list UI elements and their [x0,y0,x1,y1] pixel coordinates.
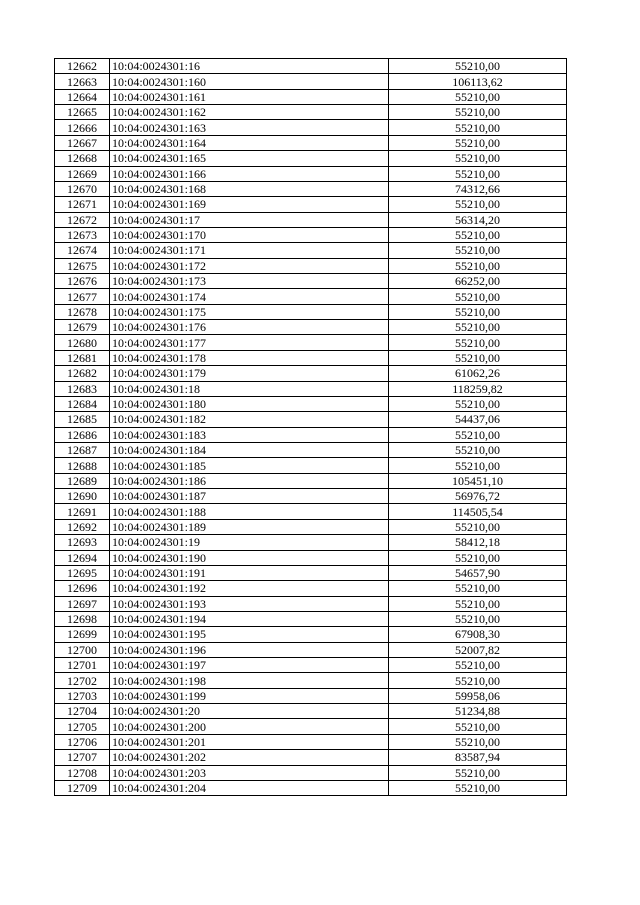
row-number-cell: 12663 [55,74,110,89]
table-row [55,381,567,396]
table-row [55,642,567,657]
row-number-cell: 12666 [55,120,110,135]
cadastral-value-cell: 106113,62 [389,74,567,89]
cadastral-number-cell: 10:04:0024301:164 [110,135,389,150]
cadastral-value-cell: 55210,00 [389,519,567,534]
cadastral-number-cell: 10:04:0024301:198 [110,673,389,688]
row-number-cell: 12695 [55,565,110,580]
cadastral-number-cell: 10:04:0024301:165 [110,151,389,166]
cadastral-number-cell: 10:04:0024301:173 [110,274,389,289]
cadastral-value-cell: 56976,72 [389,489,567,504]
cadastral-value-cell: 54437,06 [389,412,567,427]
table-row [55,473,567,488]
row-number-cell: 12686 [55,427,110,442]
table-row [55,289,567,304]
table-row [55,350,567,365]
cadastral-value-cell: 55210,00 [389,243,567,258]
row-number-cell: 12676 [55,274,110,289]
cadastral-number-cell: 10:04:0024301:172 [110,258,389,273]
cadastral-value-cell: 55210,00 [389,166,567,181]
table-row [55,504,567,519]
cadastral-value-cell: 55210,00 [389,197,567,212]
table-row [55,335,567,350]
cadastral-value-cell: 55210,00 [389,396,567,411]
cadastral-value-cell: 114505,54 [389,504,567,519]
row-number-cell: 12670 [55,181,110,196]
table-row [55,243,567,258]
cadastral-number-cell: 10:04:0024301:197 [110,658,389,673]
row-number-cell: 12694 [55,550,110,565]
cadastral-value-cell: 55210,00 [389,120,567,135]
cadastral-number-cell: 10:04:0024301:177 [110,335,389,350]
cadastral-number-cell: 10:04:0024301:192 [110,581,389,596]
cadastral-number-cell: 10:04:0024301:171 [110,243,389,258]
cadastral-value-table [54,58,567,796]
cadastral-value-cell: 83587,94 [389,750,567,765]
cadastral-value-cell: 55210,00 [389,335,567,350]
cadastral-number-cell: 10:04:0024301:196 [110,642,389,657]
cadastral-value-cell: 55210,00 [389,59,567,74]
row-number-cell: 12672 [55,212,110,227]
row-number-cell: 12687 [55,442,110,457]
cadastral-value-cell: 55210,00 [389,780,567,795]
cadastral-number-cell: 10:04:0024301:184 [110,442,389,457]
row-number-cell: 12683 [55,381,110,396]
cadastral-value-cell: 55210,00 [389,611,567,626]
table-row [55,227,567,242]
row-number-cell: 12665 [55,105,110,120]
table-row [55,535,567,550]
table-body [55,59,567,796]
row-number-cell: 12689 [55,473,110,488]
table-row [55,105,567,120]
table-row [55,719,567,734]
cadastral-number-cell: 10:04:0024301:190 [110,550,389,565]
row-number-cell: 12678 [55,304,110,319]
row-number-cell: 12679 [55,320,110,335]
table-row [55,519,567,534]
table-row [55,704,567,719]
row-number-cell: 12673 [55,227,110,242]
table-row [55,688,567,703]
row-number-cell: 12708 [55,765,110,780]
table-row [55,489,567,504]
cadastral-value-cell: 55210,00 [389,734,567,749]
row-number-cell: 12691 [55,504,110,519]
cadastral-value-cell: 56314,20 [389,212,567,227]
cadastral-number-cell: 10:04:0024301:199 [110,688,389,703]
cadastral-value-cell: 55210,00 [389,350,567,365]
cadastral-value-cell: 52007,82 [389,642,567,657]
cadastral-number-cell: 10:04:0024301:163 [110,120,389,135]
row-number-cell: 12688 [55,458,110,473]
cadastral-number-cell: 10:04:0024301:162 [110,105,389,120]
table-row [55,565,567,580]
table-row [55,427,567,442]
table-row [55,611,567,626]
table-row [55,780,567,795]
cadastral-number-cell: 10:04:0024301:201 [110,734,389,749]
row-number-cell: 12702 [55,673,110,688]
row-number-cell: 12662 [55,59,110,74]
row-number-cell: 12704 [55,704,110,719]
cadastral-number-cell: 10:04:0024301:200 [110,719,389,734]
cadastral-number-cell: 10:04:0024301:183 [110,427,389,442]
table-row [55,59,567,74]
table-row [55,765,567,780]
row-number-cell: 12706 [55,734,110,749]
table-row [55,181,567,196]
table-row [55,151,567,166]
table-row [55,627,567,642]
row-number-cell: 12674 [55,243,110,258]
cadastral-number-cell: 10:04:0024301:203 [110,765,389,780]
cadastral-value-cell: 61062,26 [389,366,567,381]
table-row [55,442,567,457]
cadastral-value-cell: 118259,82 [389,381,567,396]
cadastral-number-cell: 10:04:0024301:20 [110,704,389,719]
row-number-cell: 12697 [55,596,110,611]
row-number-cell: 12684 [55,396,110,411]
cadastral-number-cell: 10:04:0024301:179 [110,366,389,381]
cadastral-number-cell: 10:04:0024301:191 [110,565,389,580]
cadastral-value-cell: 55210,00 [389,151,567,166]
cadastral-number-cell: 10:04:0024301:16 [110,59,389,74]
cadastral-value-cell: 58412,18 [389,535,567,550]
table-row [55,212,567,227]
row-number-cell: 12669 [55,166,110,181]
cadastral-value-cell: 55210,00 [389,227,567,242]
row-number-cell: 12707 [55,750,110,765]
table-row [55,274,567,289]
cadastral-value-cell: 59958,06 [389,688,567,703]
cadastral-number-cell: 10:04:0024301:180 [110,396,389,411]
table-row [55,120,567,135]
cadastral-value-cell: 55210,00 [389,320,567,335]
cadastral-value-cell: 55210,00 [389,596,567,611]
row-number-cell: 12682 [55,366,110,381]
cadastral-number-cell: 10:04:0024301:189 [110,519,389,534]
table-row [55,750,567,765]
row-number-cell: 12671 [55,197,110,212]
table-row [55,89,567,104]
cadastral-value-cell: 55210,00 [389,719,567,734]
cadastral-number-cell: 10:04:0024301:186 [110,473,389,488]
table-row [55,135,567,150]
row-number-cell: 12693 [55,535,110,550]
table-row [55,258,567,273]
table-row [55,304,567,319]
cadastral-value-cell: 55210,00 [389,105,567,120]
row-number-cell: 12664 [55,89,110,104]
cadastral-value-cell: 55210,00 [389,442,567,457]
table-row [55,320,567,335]
row-number-cell: 12690 [55,489,110,504]
row-number-cell: 12680 [55,335,110,350]
cadastral-value-cell: 67908,30 [389,627,567,642]
table-row [55,197,567,212]
row-number-cell: 12698 [55,611,110,626]
cadastral-number-cell: 10:04:0024301:175 [110,304,389,319]
cadastral-number-cell: 10:04:0024301:161 [110,89,389,104]
cadastral-number-cell: 10:04:0024301:160 [110,74,389,89]
table-row [55,658,567,673]
cadastral-number-cell: 10:04:0024301:202 [110,750,389,765]
row-number-cell: 12685 [55,412,110,427]
cadastral-value-cell: 51234,88 [389,704,567,719]
cadastral-number-cell: 10:04:0024301:17 [110,212,389,227]
cadastral-value-cell: 74312,66 [389,181,567,196]
cadastral-value-cell: 55210,00 [389,673,567,688]
cadastral-number-cell: 10:04:0024301:166 [110,166,389,181]
row-number-cell: 12701 [55,658,110,673]
row-number-cell: 12677 [55,289,110,304]
table-row [55,396,567,411]
table-row [55,458,567,473]
table-row [55,166,567,181]
table-row [55,673,567,688]
cadastral-number-cell: 10:04:0024301:170 [110,227,389,242]
row-number-cell: 12667 [55,135,110,150]
row-number-cell: 12675 [55,258,110,273]
cadastral-number-cell: 10:04:0024301:185 [110,458,389,473]
table-row [55,581,567,596]
cadastral-value-cell: 55210,00 [389,304,567,319]
cadastral-value-cell: 55210,00 [389,658,567,673]
table-row [55,596,567,611]
cadastral-number-cell: 10:04:0024301:168 [110,181,389,196]
table-row [55,74,567,89]
cadastral-value-cell: 55210,00 [389,550,567,565]
cadastral-number-cell: 10:04:0024301:169 [110,197,389,212]
cadastral-value-cell: 55210,00 [389,458,567,473]
cadastral-value-cell: 105451,10 [389,473,567,488]
cadastral-value-cell: 55210,00 [389,581,567,596]
cadastral-number-cell: 10:04:0024301:18 [110,381,389,396]
cadastral-number-cell: 10:04:0024301:176 [110,320,389,335]
table-row [55,366,567,381]
table-row [55,734,567,749]
row-number-cell: 12703 [55,688,110,703]
row-number-cell: 12668 [55,151,110,166]
table-row [55,550,567,565]
cadastral-number-cell: 10:04:0024301:178 [110,350,389,365]
cadastral-number-cell: 10:04:0024301:188 [110,504,389,519]
row-number-cell: 12709 [55,780,110,795]
cadastral-number-cell: 10:04:0024301:193 [110,596,389,611]
cadastral-value-cell: 55210,00 [389,765,567,780]
row-number-cell: 12699 [55,627,110,642]
cadastral-value-cell: 54657,90 [389,565,567,580]
cadastral-value-cell: 55210,00 [389,89,567,104]
row-number-cell: 12696 [55,581,110,596]
cadastral-value-cell: 55210,00 [389,427,567,442]
cadastral-number-cell: 10:04:0024301:195 [110,627,389,642]
cadastral-number-cell: 10:04:0024301:187 [110,489,389,504]
cadastral-number-cell: 10:04:0024301:204 [110,780,389,795]
row-number-cell: 12681 [55,350,110,365]
cadastral-number-cell: 10:04:0024301:182 [110,412,389,427]
row-number-cell: 12700 [55,642,110,657]
table-row [55,412,567,427]
cadastral-value-cell: 55210,00 [389,135,567,150]
cadastral-number-cell: 10:04:0024301:19 [110,535,389,550]
cadastral-number-cell: 10:04:0024301:174 [110,289,389,304]
cadastral-value-cell: 55210,00 [389,289,567,304]
cadastral-number-cell: 10:04:0024301:194 [110,611,389,626]
row-number-cell: 12705 [55,719,110,734]
cadastral-value-cell: 55210,00 [389,258,567,273]
row-number-cell: 12692 [55,519,110,534]
cadastral-value-cell: 66252,00 [389,274,567,289]
